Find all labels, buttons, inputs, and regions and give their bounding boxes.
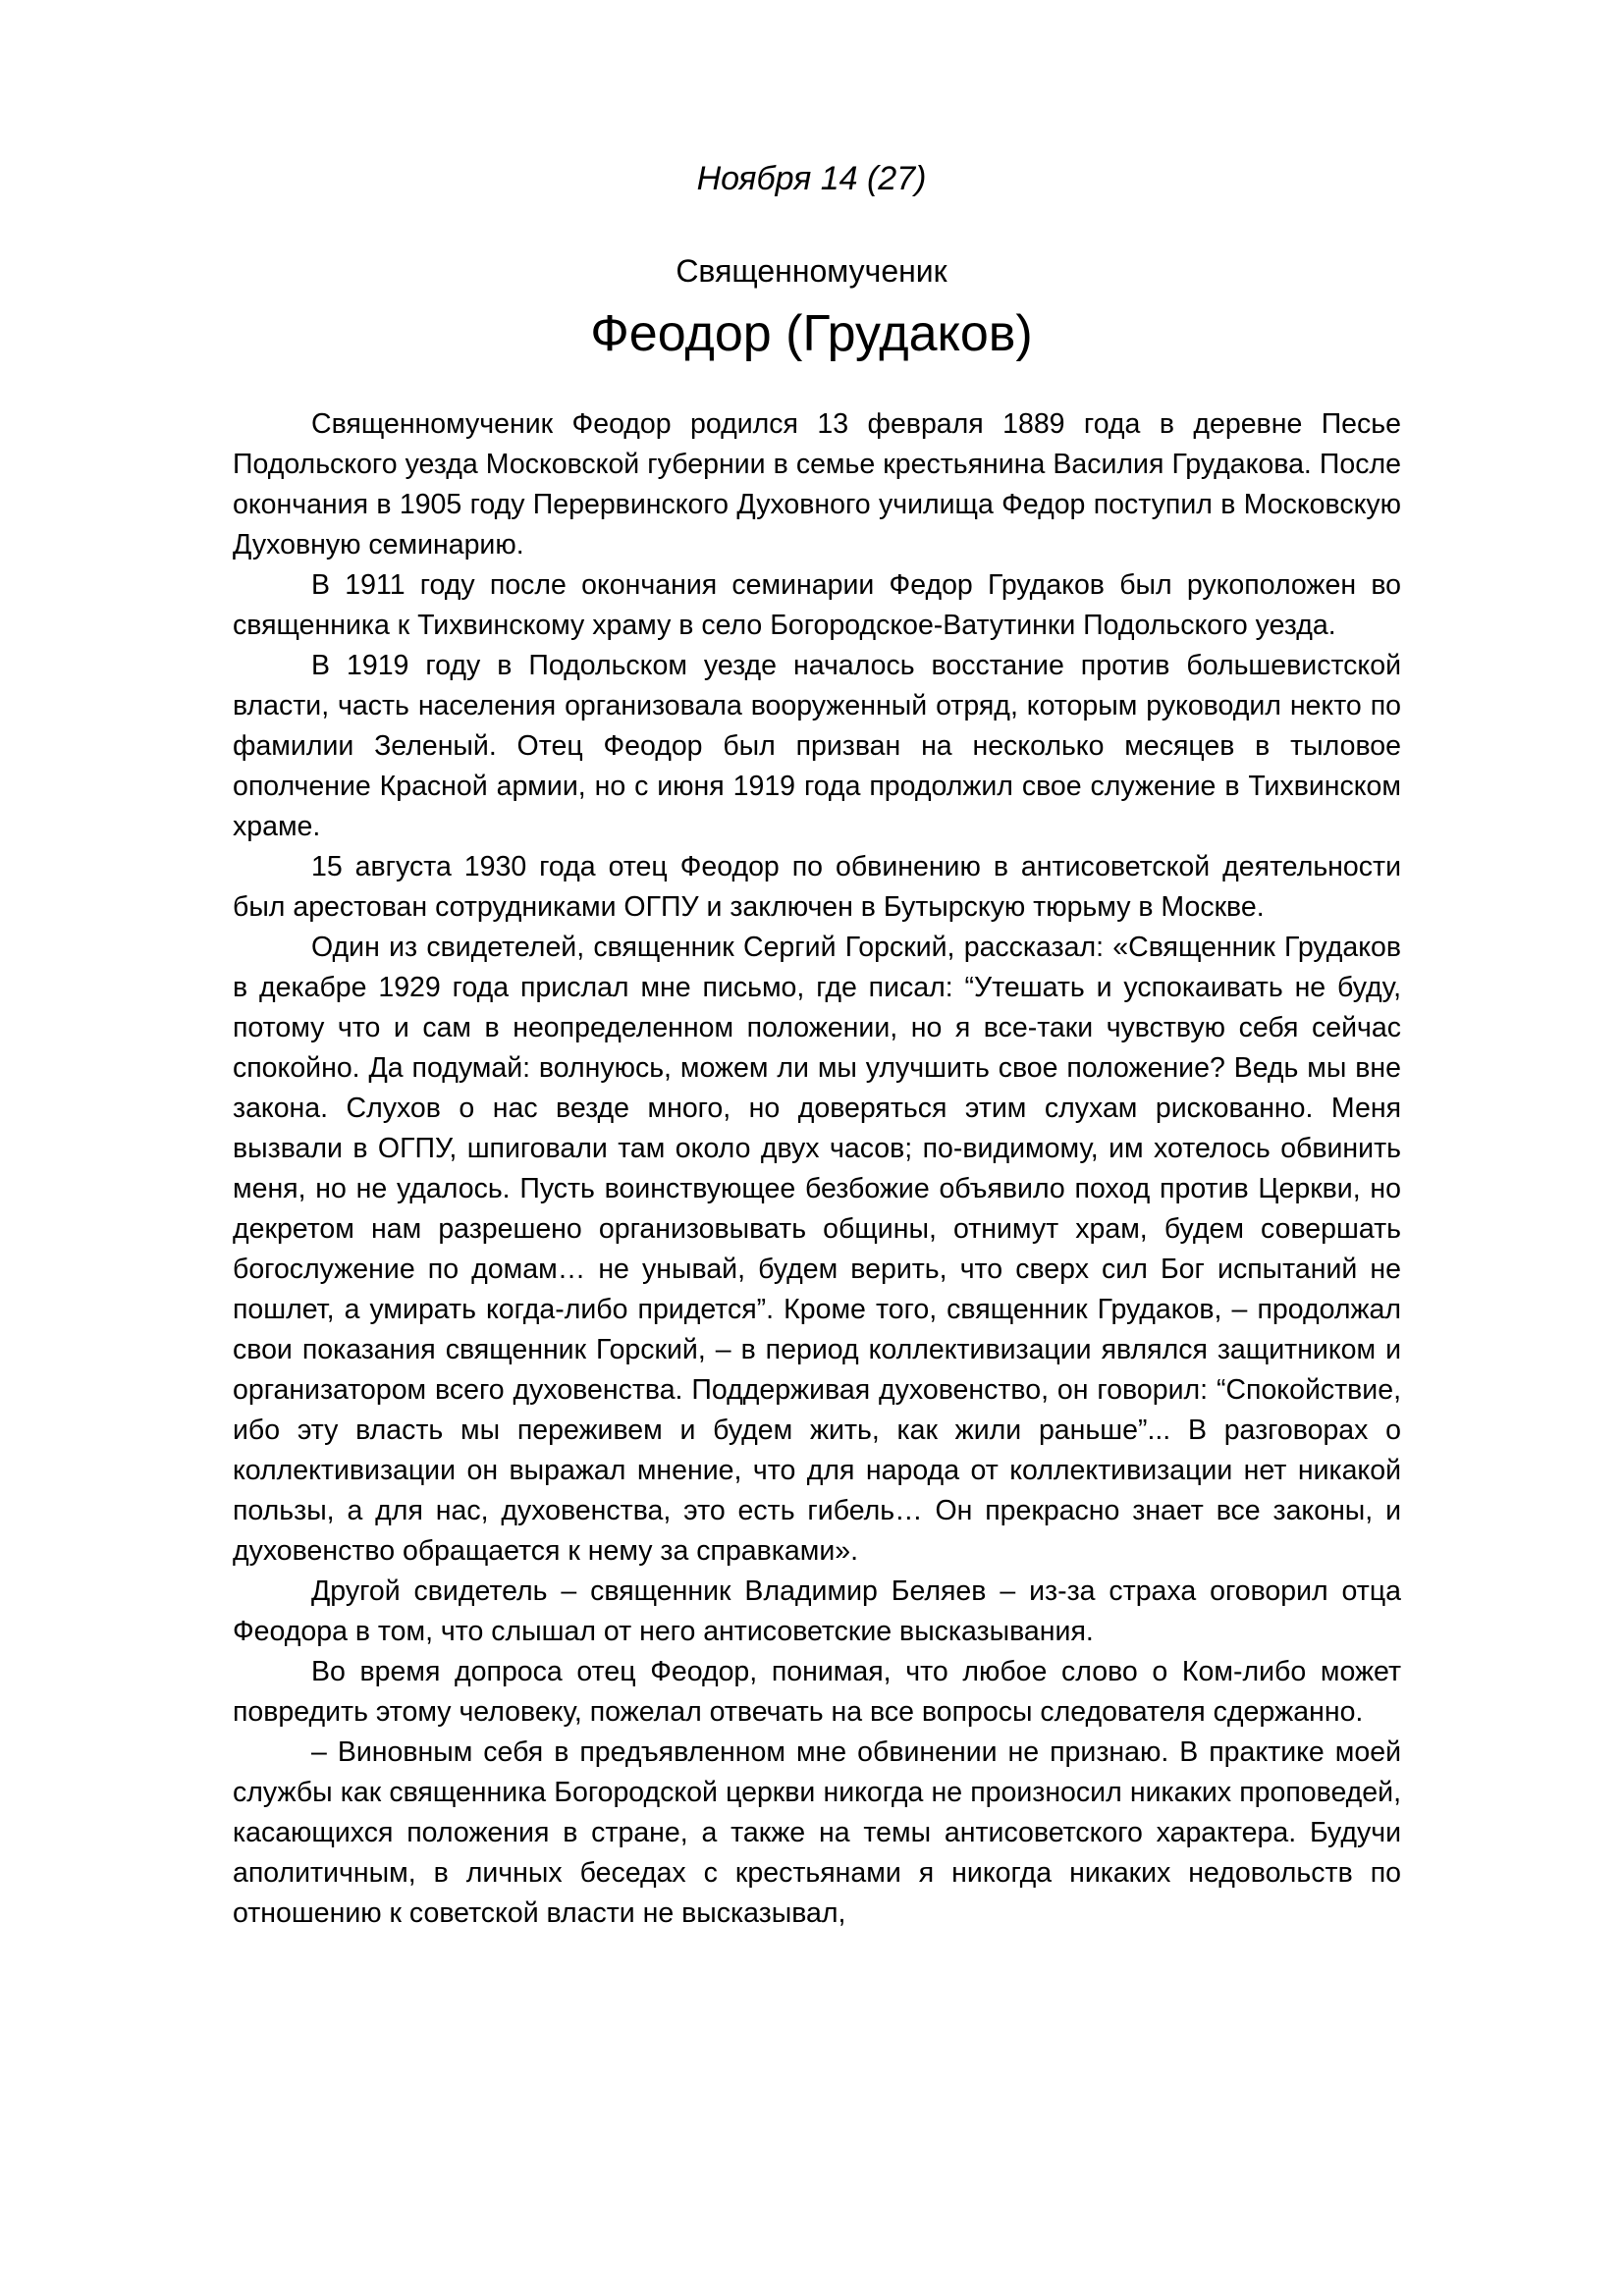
paragraph: В 1919 году в Подольском уезде началось восстание против большевистской власти, часть населения организовала вооруженный отряд, которым руководил некто по фамилии Зеленый. Отец Феодор был призван на несколько месяцев в тыловое ополчение Красной армии, но с июня 1919 года продолжил свое служение в Тихвинском храме. [233,650,1401,842]
paragraph: – Виновным себя в предъявленном мне обвинении не признаю. В практике моей службы как священника Богородской церкви никогда не произносил никаких проповедей, касающихся положения в стране, а также на темы антисоветского характера. Будучи аполитичным, в личных беседах с крестьянами я никогда никаких недовольств по отношению к советской власти не высказывал, [233,1736,1401,1929]
paragraph: Другой свидетель – священник Владимир Беляев – из-за страха оговорил отца Феодора в том, что слышал от него антисоветские высказывания. [233,1575,1401,1647]
paragraph: 15 августа 1930 года отец Феодор по обвинению в антисоветской деятельности был арестован сотрудниками ОГПУ и заключен в Бутырскую тюрьму в Москве. [233,851,1401,923]
paragraph: В 1911 году после окончания семинарии Федор Грудаков был рукоположен во священника к Тихвинскому храму в село Богородское-Ватутинки Подольского уезда. [233,569,1401,641]
saint-rank: Священномученик [676,253,947,289]
body-text [233,404,1401,1934]
paragraph: Один из свидетелей, священник Сергий Горский, рассказал: «Священник Грудаков в декабре 1929 года прислал мне письмо, где писал: “Утешать и успокаивать не буду, потому что и сам в неопределенном положении, но я все-таки чувствую себя сейчас спокойно. Да подумай: волнуюсь, можем ли мы улучшить свое положение? Ведь мы вне закона. Слухов о нас везде много, но доверяться этим слухам рискованно. Меня вызвали в ОГПУ, шпиговали там около двух часов; по-видимому, им хотелось обвинить меня, но не удалось. Пусть воинствующее безбожие объявило поход против Церкви, но декретом нам разрешено организовывать общины, отнимут храм, будем совершать богослужение по домам… не унывай, будем верить, что сверх сил Бог испытаний не пошлет, а умирать когда-либо придется”. Кроме того, священник Грудаков, – продолжал свои показания священник Горский, – в период коллективизации являлся защитником и организатором всего духовенства. Поддерживая духовенство, он говорил: “Спокойствие, ибо эту власть мы переживем и будем жить, как жили раньше”... В разговорах о коллективизации он выражал мнение, что для народа от коллективизации нет никакой пользы, а для нас, духовенства, это есть гибель… Он прекрасно знает все законы, и духовенство обращается к нему за справками». [233,932,1401,1567]
paragraph: Священномученик Феодор родился 13 февраля 1889 года в деревне Песье Подольского уезда Московской губернии в семье крестьянина Василия Грудакова. После окончания в 1905 году Перервинского Духовного училища Федор поступил в Московскую Духовную семинарию. [233,408,1401,561]
paragraph: Во время допроса отец Феодор, понимая, что любое слово о Ком-либо может повредить этому человеку, пожелал отвечать на все вопросы следователя сдержанно. [233,1656,1401,1728]
feast-date: Ноября 14 (27) [696,160,927,197]
page-title: Феодор (Грудаков) [590,305,1033,362]
